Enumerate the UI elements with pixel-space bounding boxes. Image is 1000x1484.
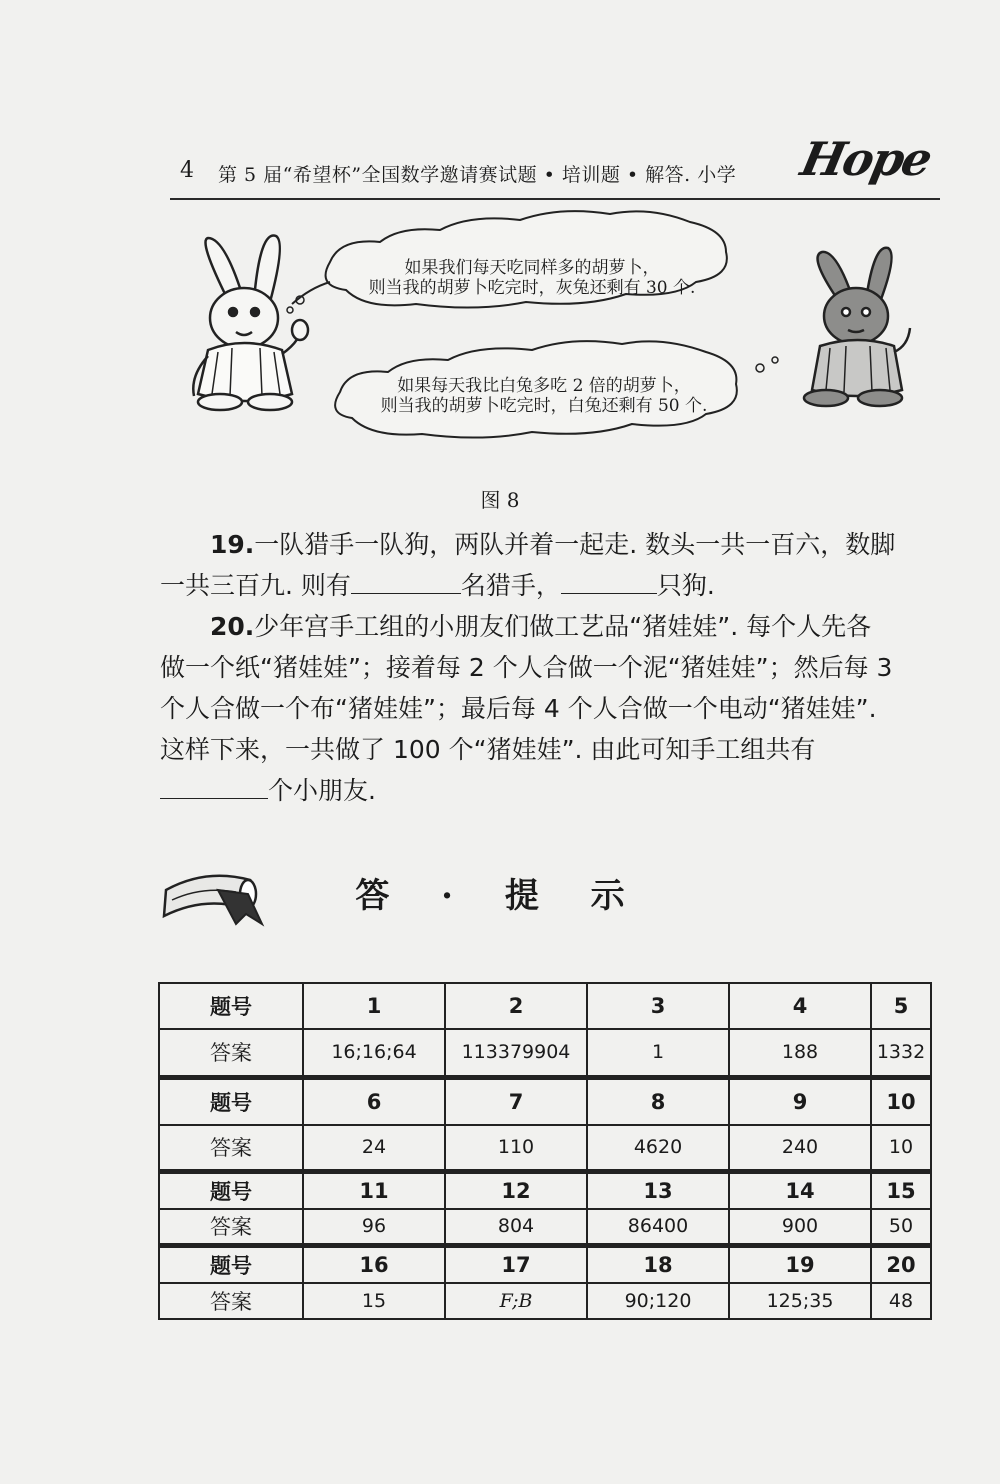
row-label: 题号 [159, 1077, 303, 1125]
table-cell: 10 [871, 1125, 931, 1171]
table-cell: 125;35 [729, 1283, 871, 1319]
table-cell: 16 [303, 1245, 445, 1283]
table-cell: 96 [303, 1209, 445, 1245]
table-row [159, 983, 931, 1029]
white-rabbit-illustration [193, 236, 308, 410]
table-cell: 188 [729, 1029, 871, 1077]
row-label: 题号 [159, 1171, 303, 1209]
speech-line: 如果每天我比白兔多吃 2 倍的胡萝卜， [397, 376, 691, 396]
table-cell: 4620 [587, 1125, 729, 1171]
table-cell: 113379904 [445, 1029, 587, 1077]
table-cell: 2 [445, 983, 587, 1029]
question-20 [160, 606, 940, 811]
figure-caption: 图 8 [480, 488, 520, 512]
table-cell: 86400 [587, 1209, 729, 1245]
hope-logo: Hope [796, 132, 936, 186]
table-cell: 50 [871, 1209, 931, 1245]
question-19 [160, 524, 940, 606]
answer-table [158, 982, 932, 1320]
table-row [159, 1245, 931, 1283]
row-label: 答案 [159, 1209, 303, 1245]
speech-line: 则当我的胡萝卜吃完时，灰兔还剩有 30 个. [368, 278, 696, 298]
header-title: 第 5 届“希望杯”全国数学邀请赛试题 • 培训题 • 解答. 小学 [218, 164, 737, 186]
figure-8 [0, 0, 1000, 480]
table-cell: 15 [303, 1283, 445, 1319]
table-cell: 1 [587, 1029, 729, 1077]
row-label: 答案 [159, 1125, 303, 1171]
speech-bubble-bottom-text [344, 376, 744, 416]
question-text: 个小朋友. [268, 776, 376, 805]
table-cell: 19 [729, 1245, 871, 1283]
table-cell: 11 [303, 1171, 445, 1209]
table-cell: 20 [871, 1245, 931, 1283]
speech-line: 则当我的胡萝卜吃完时，白兔还剩有 50 个. [380, 396, 708, 416]
row-label: 题号 [159, 983, 303, 1029]
table-cell: 3 [587, 983, 729, 1029]
answers-section-title: 答 · 提 示 [355, 876, 645, 916]
table-row [159, 1029, 931, 1077]
table-cell: 240 [729, 1125, 871, 1171]
row-label: 题号 [159, 1245, 303, 1283]
page-number: 4 [180, 158, 194, 183]
table-cell: 15 [871, 1171, 931, 1209]
question-text: 名猎手， [460, 571, 561, 600]
table-cell: 804 [445, 1209, 587, 1245]
question-text: 只狗. [656, 571, 715, 600]
question-number: 19. [210, 530, 255, 559]
table-cell: F;B [445, 1283, 587, 1319]
table-cell: 13 [587, 1171, 729, 1209]
table-cell: 90;120 [587, 1283, 729, 1319]
question-text: 这样下来，一共做了 100 个“猪娃娃”. 由此可知手工组共有 [160, 735, 816, 764]
table-cell: 5 [871, 983, 931, 1029]
table-cell: 8 [587, 1077, 729, 1125]
table-row [159, 1209, 931, 1245]
gray-rabbit-illustration [804, 248, 910, 406]
table-cell: 12 [445, 1171, 587, 1209]
question-text: 一共三百九. 则有 [160, 571, 351, 600]
table-row [159, 1077, 931, 1125]
table-cell: 14 [729, 1171, 871, 1209]
table-cell: 1 [303, 983, 445, 1029]
question-text: 一队猎手一队狗，两队并着一起走. 数头一共一百六，数脚 [254, 530, 896, 559]
answer-blank [351, 567, 461, 594]
answer-blank [160, 772, 268, 799]
speech-line: 如果我们每天吃同样多的胡萝卜， [404, 258, 660, 278]
speech-bubble-top-text [336, 258, 728, 298]
table-cell: 17 [445, 1245, 587, 1283]
table-row [159, 1171, 931, 1209]
question-text: 少年宫手工组的小朋友们做工艺品“猪娃娃”. 每个人先各 [254, 612, 872, 641]
question-text: 个人合做一个布“猪娃娃”；最后每 4 个人合做一个电动“猪娃娃”. [160, 694, 877, 723]
table-row [159, 1125, 931, 1171]
table-cell: 9 [729, 1077, 871, 1125]
table-cell: 10 [871, 1077, 931, 1125]
table-cell: 6 [303, 1077, 445, 1125]
table-cell: 24 [303, 1125, 445, 1171]
row-label: 答案 [159, 1029, 303, 1077]
table-cell: 16;16;64 [303, 1029, 445, 1077]
table-cell: 1332 [871, 1029, 931, 1077]
question-number: 20. [210, 612, 255, 641]
question-text: 做一个纸“猪娃娃”；接着每 2 个人合做一个泥“猪娃娃”；然后每 3 [160, 653, 893, 682]
table-cell: 900 [729, 1209, 871, 1245]
table-cell: 48 [871, 1283, 931, 1319]
row-label: 答案 [159, 1283, 303, 1319]
table-cell: 4 [729, 983, 871, 1029]
table-cell: 18 [587, 1245, 729, 1283]
answer-blank [561, 567, 657, 594]
table-cell: 7 [445, 1077, 587, 1125]
table-cell: 110 [445, 1125, 587, 1171]
table-row [159, 1283, 931, 1319]
